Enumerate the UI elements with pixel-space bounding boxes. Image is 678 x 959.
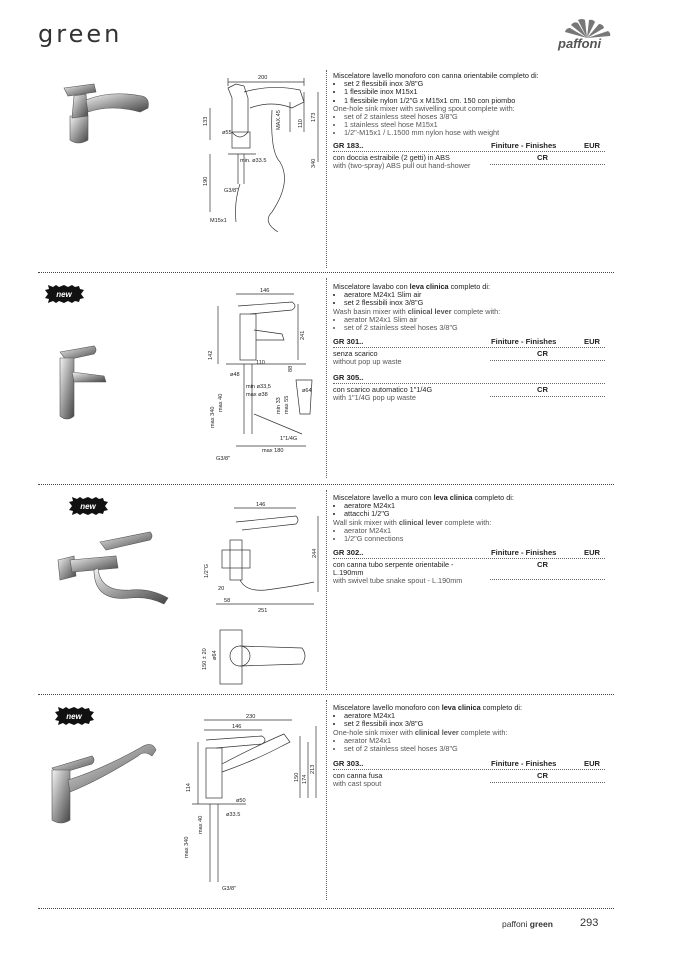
new-badge — [68, 497, 108, 515]
product-code: GR 302.. — [333, 548, 364, 557]
dim-label: 110 — [256, 360, 265, 366]
dim-label: 251 — [258, 608, 268, 614]
it-item: • set 2 flessibili inox 3/8"G — [344, 720, 605, 728]
logo-text: paffoni — [558, 36, 602, 51]
it-title: Miscelatore lavello a muro con — [333, 493, 434, 502]
column-divider — [326, 70, 327, 268]
dim-label: max 40 — [218, 393, 224, 412]
variant-en: with cast spout — [333, 779, 382, 789]
dim-label: 1"1/4G — [280, 436, 298, 442]
dim-label: min 33 — [276, 397, 282, 414]
dim-label: max 340 — [184, 836, 190, 858]
code-header-row — [333, 548, 605, 558]
technical-drawing-gr183 — [192, 72, 322, 242]
en-item: • aerator M24x1 — [344, 527, 605, 535]
en-title-end: complete with: — [451, 306, 501, 316]
new-badge-text: new — [66, 712, 82, 721]
it-title: Miscelatore lavello monoforo con canna orientabile completo di: — [333, 71, 539, 80]
dim-label: 200 — [258, 75, 268, 81]
row-line — [490, 396, 605, 397]
en-title: Wash basin mixer with — [333, 306, 408, 316]
it-item: • 1 flessibile nylon 1/2"G x M15x1 cm. 150 con piombo — [344, 97, 605, 105]
row-line — [333, 558, 605, 559]
dim-label: 114 — [186, 783, 192, 792]
dim-label: 20 — [218, 586, 225, 592]
new-badge — [44, 285, 84, 303]
product-code: GR 305.. — [333, 373, 364, 382]
dim-label: 150 ± 20 — [202, 648, 208, 670]
dim-label: min ø33,5 — [246, 384, 271, 390]
finish-code: CR — [537, 771, 548, 780]
variant-en: with swivel tube snake spout - L.190mm — [333, 576, 463, 586]
en-item: • set of 2 stainless steel hoses 3/8"G — [344, 745, 605, 753]
dim-label: 146 — [232, 724, 242, 730]
en-item: • set of 2 stainless steel hoses 3/8"G — [344, 113, 605, 121]
technical-drawing-gr303 — [176, 712, 324, 892]
dim-label: G3/8" — [224, 188, 239, 194]
page-title: green — [38, 20, 123, 48]
dim-label: 110 — [298, 119, 304, 128]
it-title-bold: leva clinica — [433, 493, 473, 502]
finish-code: CR — [537, 349, 548, 358]
section-divider — [38, 694, 614, 695]
dim-label: min. ø33.5 — [240, 158, 267, 164]
dim-label: 1/2"G — [204, 563, 210, 578]
en-item: • 1 stainless steel hose M15x1 — [344, 121, 605, 129]
variant-text — [333, 154, 473, 170]
row-line — [490, 360, 605, 361]
finish-code: CR — [537, 385, 548, 394]
eur-label: EUR — [584, 548, 601, 557]
variant-it: con doccia estraibile (2 getti) in ABS — [333, 153, 450, 162]
en-title: One-hole sink mixer with swivelling spout complete with: — [333, 103, 515, 113]
footer-brand — [502, 919, 553, 929]
description-gr301 — [333, 283, 605, 332]
it-item: • aeratore M24x1 — [344, 712, 605, 720]
technical-drawing-gr301 — [196, 284, 324, 464]
dim-label: ø55 — [222, 130, 232, 136]
it-item: • attacchi 1/2"G — [344, 510, 605, 518]
dim-label: 150 — [294, 772, 300, 782]
dim-label: ø50 — [236, 798, 246, 804]
new-badge — [54, 707, 94, 725]
dim-label: 173 — [311, 112, 317, 122]
variant-en: without pop up waste — [333, 357, 402, 367]
footer-series: green — [529, 919, 553, 929]
en-item: • aerator M24x1 Slim air — [344, 316, 605, 324]
finish-code: CR — [537, 153, 548, 162]
dim-label: 230 — [246, 714, 256, 720]
dim-label: ø48 — [230, 372, 240, 378]
dim-label: G3/8" — [216, 456, 231, 462]
it-title-bold: leva clinica — [441, 703, 481, 712]
it-title-bold: leva clinica — [409, 282, 449, 291]
product-photo-gr183 — [50, 78, 160, 148]
dim-label: 146 — [260, 288, 270, 294]
finishes-label: Finiture - Finishes — [491, 337, 557, 346]
en-item: • set of 2 stainless steel hoses 3/8"G — [344, 324, 605, 332]
variant-text — [333, 350, 473, 366]
code-row-2 — [333, 373, 605, 383]
dim-label: 142 — [208, 350, 214, 360]
description-gr302 — [333, 494, 605, 543]
dim-label: 190 — [203, 176, 209, 186]
dim-label: 244 — [312, 548, 318, 558]
variant-it: con canna tubo serpente orientabile - L.190mm — [333, 560, 454, 578]
dim-label: max 340 — [210, 406, 216, 428]
it-item: • set 2 flessibili inox 3/8"G — [344, 80, 605, 88]
it-item: • set 2 flessibili inox 3/8"G — [344, 299, 605, 307]
technical-drawing-gr302 — [196, 496, 324, 694]
variant-it: senza scarico — [333, 349, 378, 358]
dim-label: max ø38 — [246, 392, 268, 398]
eur-label: EUR — [584, 759, 601, 768]
row-line — [333, 347, 605, 348]
row-line — [490, 164, 605, 165]
variant-it: con canna fusa — [333, 771, 383, 780]
section-divider — [38, 272, 614, 273]
section-divider — [38, 484, 614, 485]
dim-label: ø64 — [212, 650, 218, 660]
it-title-end: completo di: — [448, 282, 490, 291]
variant-text — [333, 386, 473, 402]
dim-label: G3/8" — [222, 886, 237, 892]
dim-label: max 180 — [262, 448, 284, 454]
row-line — [333, 151, 605, 152]
product-photo-gr303 — [40, 736, 165, 826]
en-title-end: complete with: — [442, 517, 492, 527]
new-badge-text: new — [80, 502, 96, 511]
variant-en: with 1"1/4G pop up waste — [333, 393, 416, 403]
it-title: Miscelatore lavabo con — [333, 282, 410, 291]
it-title-end: completo di: — [472, 493, 514, 502]
finishes-label: Finiture - Finishes — [491, 759, 557, 768]
en-title-bold: clinical lever — [407, 306, 452, 316]
product-code: GR 303.. — [333, 759, 364, 768]
dim-label: 213 — [310, 764, 316, 774]
footer-brand-name: paffoni — [502, 919, 528, 929]
product-code: GR 183.. — [333, 141, 364, 150]
finish-code: CR — [537, 560, 548, 569]
it-item: • aeratore M24x1 — [344, 502, 605, 510]
code-header-row — [333, 141, 605, 151]
row-line — [490, 782, 605, 783]
row-line — [333, 383, 605, 384]
product-code: GR 301.. — [333, 337, 364, 346]
variant-it: con scarico automatico 1"1/4G — [333, 385, 433, 394]
dim-label: 174 — [302, 774, 308, 784]
dim-label: max 40 — [198, 815, 204, 834]
en-item: • aerator M24x1 — [344, 737, 605, 745]
page-number: 293 — [580, 917, 599, 929]
dim-label: max 55 — [284, 395, 290, 414]
variant-text — [333, 772, 473, 788]
product-photo-gr301 — [40, 338, 120, 428]
code-header-row — [333, 337, 605, 347]
variant-text — [333, 561, 473, 586]
column-divider — [326, 700, 327, 900]
dim-label: MAX.45 — [276, 110, 282, 130]
new-badge-text: new — [56, 290, 72, 299]
it-title: Miscelatore lavello monoforo con — [333, 703, 442, 712]
eur-label: EUR — [584, 337, 601, 346]
column-divider — [326, 278, 327, 478]
dim-label: ø64 — [302, 388, 312, 394]
column-divider — [326, 490, 327, 690]
eur-label: EUR — [584, 141, 601, 150]
product-photo-gr302 — [40, 530, 180, 610]
dim-label: 133 — [203, 116, 209, 126]
code-header-row — [333, 759, 605, 769]
dim-label: 58 — [224, 598, 231, 604]
row-line — [490, 579, 605, 580]
en-title: Wall sink mixer with — [333, 517, 399, 527]
en-title-bold: clinical lever — [398, 517, 443, 527]
dim-label: 241 — [300, 330, 306, 340]
description-gr303 — [333, 704, 605, 753]
dim-label: 340 — [311, 158, 317, 168]
it-title-end: completo di: — [480, 703, 523, 712]
en-item: • 1/2"-M15x1 / L.1500 mm nylon hose with weight — [344, 129, 605, 137]
it-item: • aeratore M24x1 Slim air — [344, 291, 605, 299]
en-title-bold: clinical lever — [414, 727, 459, 737]
en-title: One-hole sink mixer with — [333, 727, 415, 737]
it-item: • 1 flessibile inox M15x1 — [344, 88, 605, 96]
variant-en: with (two-spray) ABS pull out hand-shower — [333, 161, 471, 171]
description-gr183 — [333, 72, 605, 138]
en-title-end: complete with: — [458, 727, 508, 737]
section-divider — [38, 908, 614, 909]
dim-label: M15x1 — [210, 218, 227, 224]
finishes-label: Finiture - Finishes — [491, 141, 557, 150]
dim-label: ø33.5 — [226, 812, 241, 818]
en-item: • 1/2"G connections — [344, 535, 605, 543]
finishes-label: Finiture - Finishes — [491, 548, 557, 557]
dim-label: 146 — [256, 502, 266, 508]
dim-label: 88 — [288, 365, 294, 372]
row-line — [333, 769, 605, 770]
